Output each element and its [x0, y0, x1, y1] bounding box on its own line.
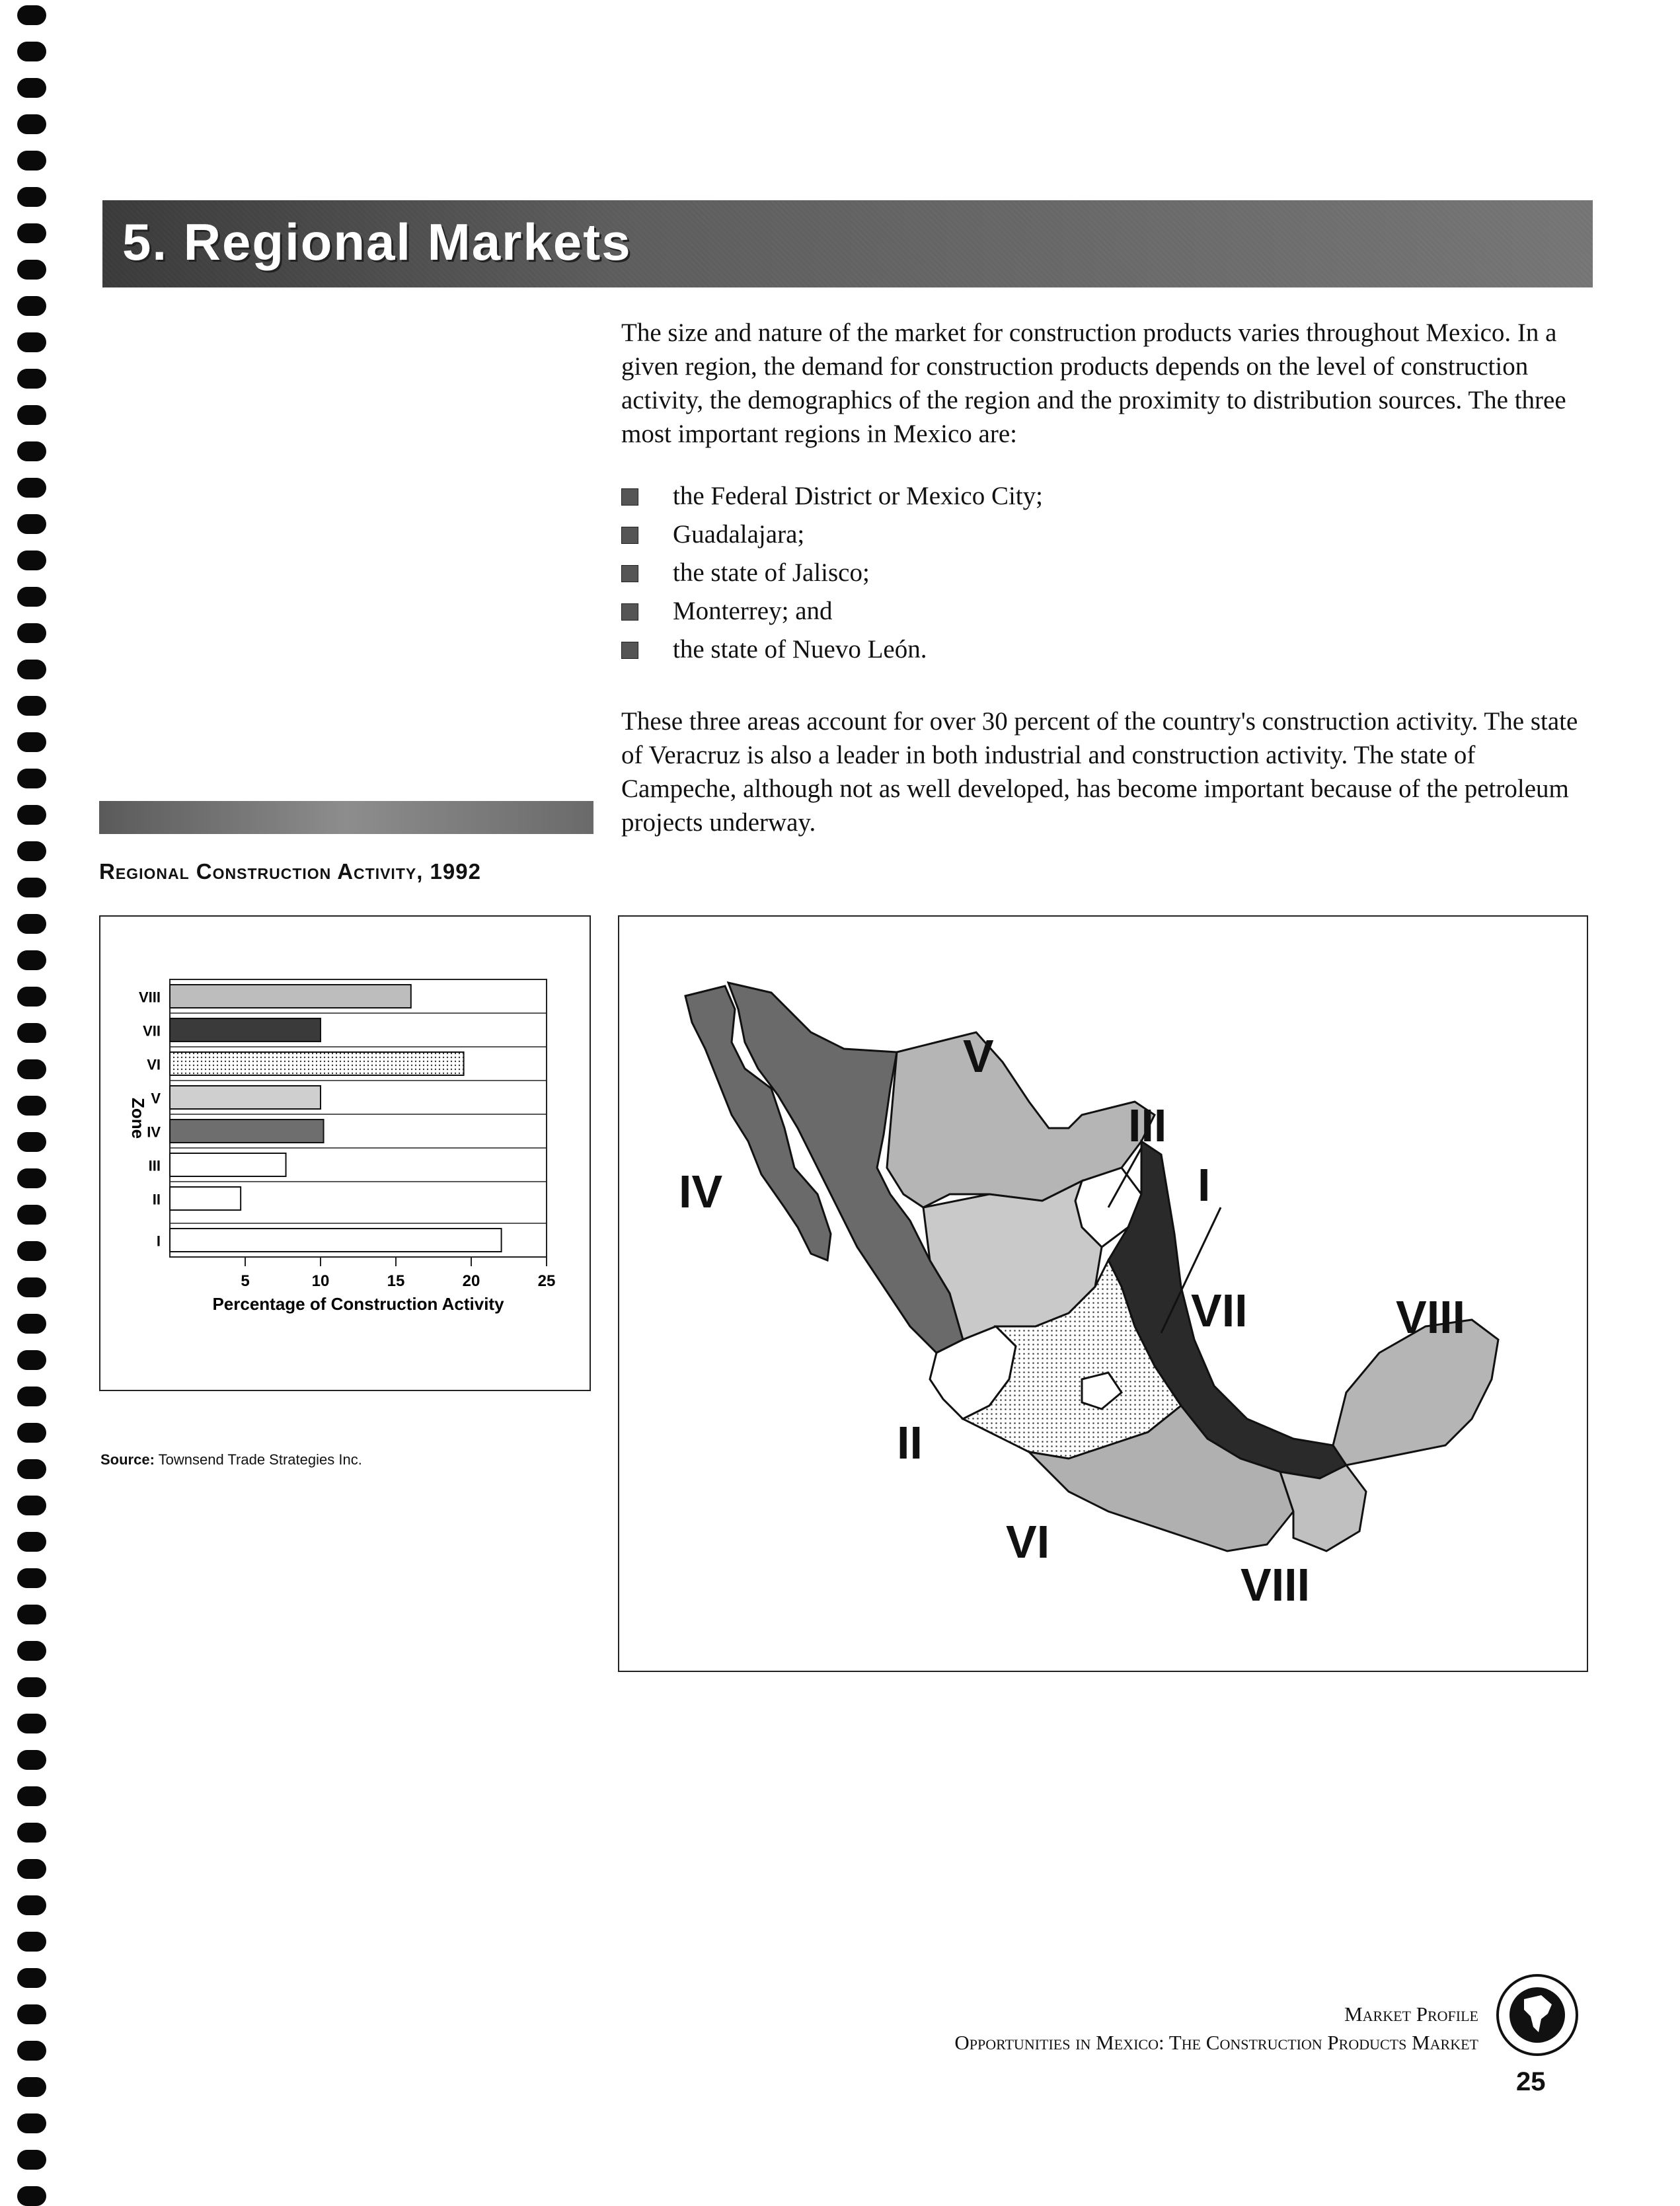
binding-hole	[17, 2150, 46, 2170]
binding-hole	[17, 987, 46, 1007]
binding-hole	[17, 1277, 46, 1297]
bullet-text: Monterrey; and	[673, 597, 833, 625]
bullet-text: the Federal District or Mexico City;	[673, 482, 1043, 510]
intro-paragraph: The size and nature of the market for construction products varies throughout Mexico. In a given region, the demand for construction products depends on the level of construction activity, the demographics of the region and the proximity to distribution sources. The three most important regions in Mexico are:	[621, 319, 1566, 448]
bar-i	[170, 1229, 502, 1252]
binding-hole	[17, 114, 46, 134]
sidebar-accent-bar	[99, 801, 593, 834]
binding-hole	[17, 1532, 46, 1552]
y-tick-label: V	[151, 1090, 161, 1107]
binding-hole	[17, 1641, 46, 1661]
list-item	[621, 630, 1043, 669]
binding-hole	[17, 369, 46, 389]
north-america-seal-icon	[1495, 1973, 1580, 2057]
bullet-text: Guadalajara;	[673, 520, 805, 549]
chart-heading: Regional Construction Activity, 1992	[99, 859, 481, 884]
binding-hole	[17, 696, 46, 716]
binding-hole	[17, 2077, 46, 2097]
binding-hole	[17, 441, 46, 461]
zone-label-iii: III	[1128, 1100, 1167, 1151]
binding-hole	[17, 2113, 46, 2133]
binding-hole	[17, 878, 46, 897]
binding-hole	[17, 514, 46, 534]
binding-hole	[17, 1605, 46, 1624]
binding-hole	[17, 1096, 46, 1116]
binding-hole	[17, 478, 46, 498]
y-tick-label: I	[156, 1233, 161, 1250]
zone-label-viii-east: VIII	[1396, 1291, 1466, 1343]
bullet-square-icon	[621, 527, 638, 544]
binding-hole	[17, 551, 46, 570]
x-axis-label: Percentage of Construction Activity	[212, 1294, 504, 1314]
binding-hole	[17, 1423, 46, 1443]
bar-iv	[170, 1120, 324, 1143]
mexico-zone-map	[619, 917, 1587, 1671]
page-number: 25	[1516, 2067, 1546, 2096]
binding-hole	[17, 623, 46, 643]
zone-label-iv: IV	[679, 1166, 723, 1217]
binding-hole	[17, 950, 46, 970]
map-frame	[618, 915, 1588, 1672]
binding-hole	[17, 332, 46, 352]
binding-hole	[17, 1786, 46, 1806]
binding-hole	[17, 187, 46, 207]
binding-hole	[17, 1205, 46, 1225]
binding-hole	[17, 587, 46, 607]
binding-hole	[17, 1168, 46, 1188]
binding-hole	[17, 296, 46, 316]
closing-paragraph: These three areas account for over 30 percent of the country's construction activity. The state of Veracruz is also a leader in both industrial and construction activity. The state of Campeche, although not as well developed, has become important because of the petroleum projects underway.	[621, 707, 1578, 837]
spiral-binding	[5, 0, 48, 2203]
chart-frame	[99, 915, 591, 1391]
binding-hole	[17, 223, 46, 243]
binding-hole	[17, 1568, 46, 1588]
binding-hole	[17, 260, 46, 280]
binding-hole	[17, 1968, 46, 1988]
list-item	[621, 515, 1043, 554]
zone-label-viii-south: VIII	[1241, 1559, 1311, 1611]
binding-hole	[17, 732, 46, 752]
binding-hole	[17, 1350, 46, 1370]
bar-ii	[170, 1187, 241, 1210]
x-tick-label: 20	[462, 1272, 480, 1290]
bullet-square-icon	[621, 642, 638, 659]
bullet-square-icon	[621, 603, 638, 621]
binding-hole	[17, 1895, 46, 1915]
footer-line1: Market Profile	[1344, 2002, 1478, 2026]
bullet-square-icon	[621, 488, 638, 506]
x-tick-label: 10	[311, 1272, 330, 1290]
binding-hole	[17, 1459, 46, 1479]
bullet-text: the state of Jalisco;	[673, 558, 870, 587]
list-item	[621, 592, 1043, 630]
binding-hole	[17, 1823, 46, 1843]
binding-hole	[17, 1677, 46, 1697]
binding-hole	[17, 1932, 46, 1952]
bar-iii	[170, 1153, 286, 1176]
binding-hole	[17, 1859, 46, 1879]
binding-hole	[17, 2004, 46, 2024]
binding-hole	[17, 1750, 46, 1770]
binding-hole	[17, 2186, 46, 2206]
bar-vi	[170, 1052, 464, 1075]
bar-vii	[170, 1018, 321, 1042]
list-item	[621, 554, 1043, 592]
binding-hole	[17, 841, 46, 861]
bar-chart	[100, 917, 590, 1390]
binding-hole	[17, 78, 46, 98]
y-tick-label: II	[152, 1191, 161, 1208]
binding-hole	[17, 914, 46, 934]
binding-hole	[17, 42, 46, 61]
source-note	[100, 1451, 362, 1468]
footer-line2: Opportunities in Mexico: The Construction Products Market	[954, 2031, 1478, 2054]
source-text: Townsend Trade Strategies Inc.	[158, 1451, 362, 1468]
y-tick-label: VII	[143, 1022, 161, 1040]
binding-hole	[17, 2041, 46, 2061]
binding-hole	[17, 1496, 46, 1515]
region-bullet-list	[621, 477, 1043, 669]
binding-hole	[17, 769, 46, 788]
x-tick-label: 15	[387, 1272, 405, 1290]
x-tick-label: 25	[537, 1272, 556, 1290]
zone-label-i: I	[1198, 1159, 1211, 1211]
binding-hole	[17, 660, 46, 679]
binding-hole	[17, 1241, 46, 1261]
y-tick-label: IV	[147, 1123, 161, 1141]
y-tick-label: VI	[147, 1056, 161, 1073]
binding-hole	[17, 5, 46, 25]
binding-hole	[17, 1023, 46, 1043]
section-banner	[102, 200, 1593, 287]
binding-hole	[17, 805, 46, 825]
binding-hole	[17, 1387, 46, 1406]
y-axis-label: Zone	[128, 1097, 148, 1139]
bullet-square-icon	[621, 565, 638, 582]
zone-label-v: V	[963, 1030, 994, 1082]
x-tick-label: 5	[241, 1272, 250, 1290]
binding-hole	[17, 1059, 46, 1079]
y-tick-label: III	[148, 1157, 161, 1174]
zone-label-ii: II	[897, 1417, 923, 1468]
binding-hole	[17, 151, 46, 171]
list-item	[621, 477, 1043, 515]
binding-hole	[17, 1132, 46, 1152]
zone-label-vi: VI	[1006, 1516, 1050, 1568]
binding-hole	[17, 1714, 46, 1733]
source-label: Source:	[100, 1451, 155, 1468]
binding-hole	[17, 1314, 46, 1334]
bar-viii	[170, 985, 411, 1008]
bar-v	[170, 1086, 321, 1109]
bullet-text: the state of Nuevo León.	[673, 635, 927, 664]
section-title: 5. Regional Markets	[122, 213, 632, 271]
zone-label-vii: VII	[1191, 1285, 1248, 1336]
binding-hole	[17, 405, 46, 425]
map-region-chiapas	[1280, 1465, 1366, 1551]
y-tick-label: VIII	[138, 989, 161, 1006]
